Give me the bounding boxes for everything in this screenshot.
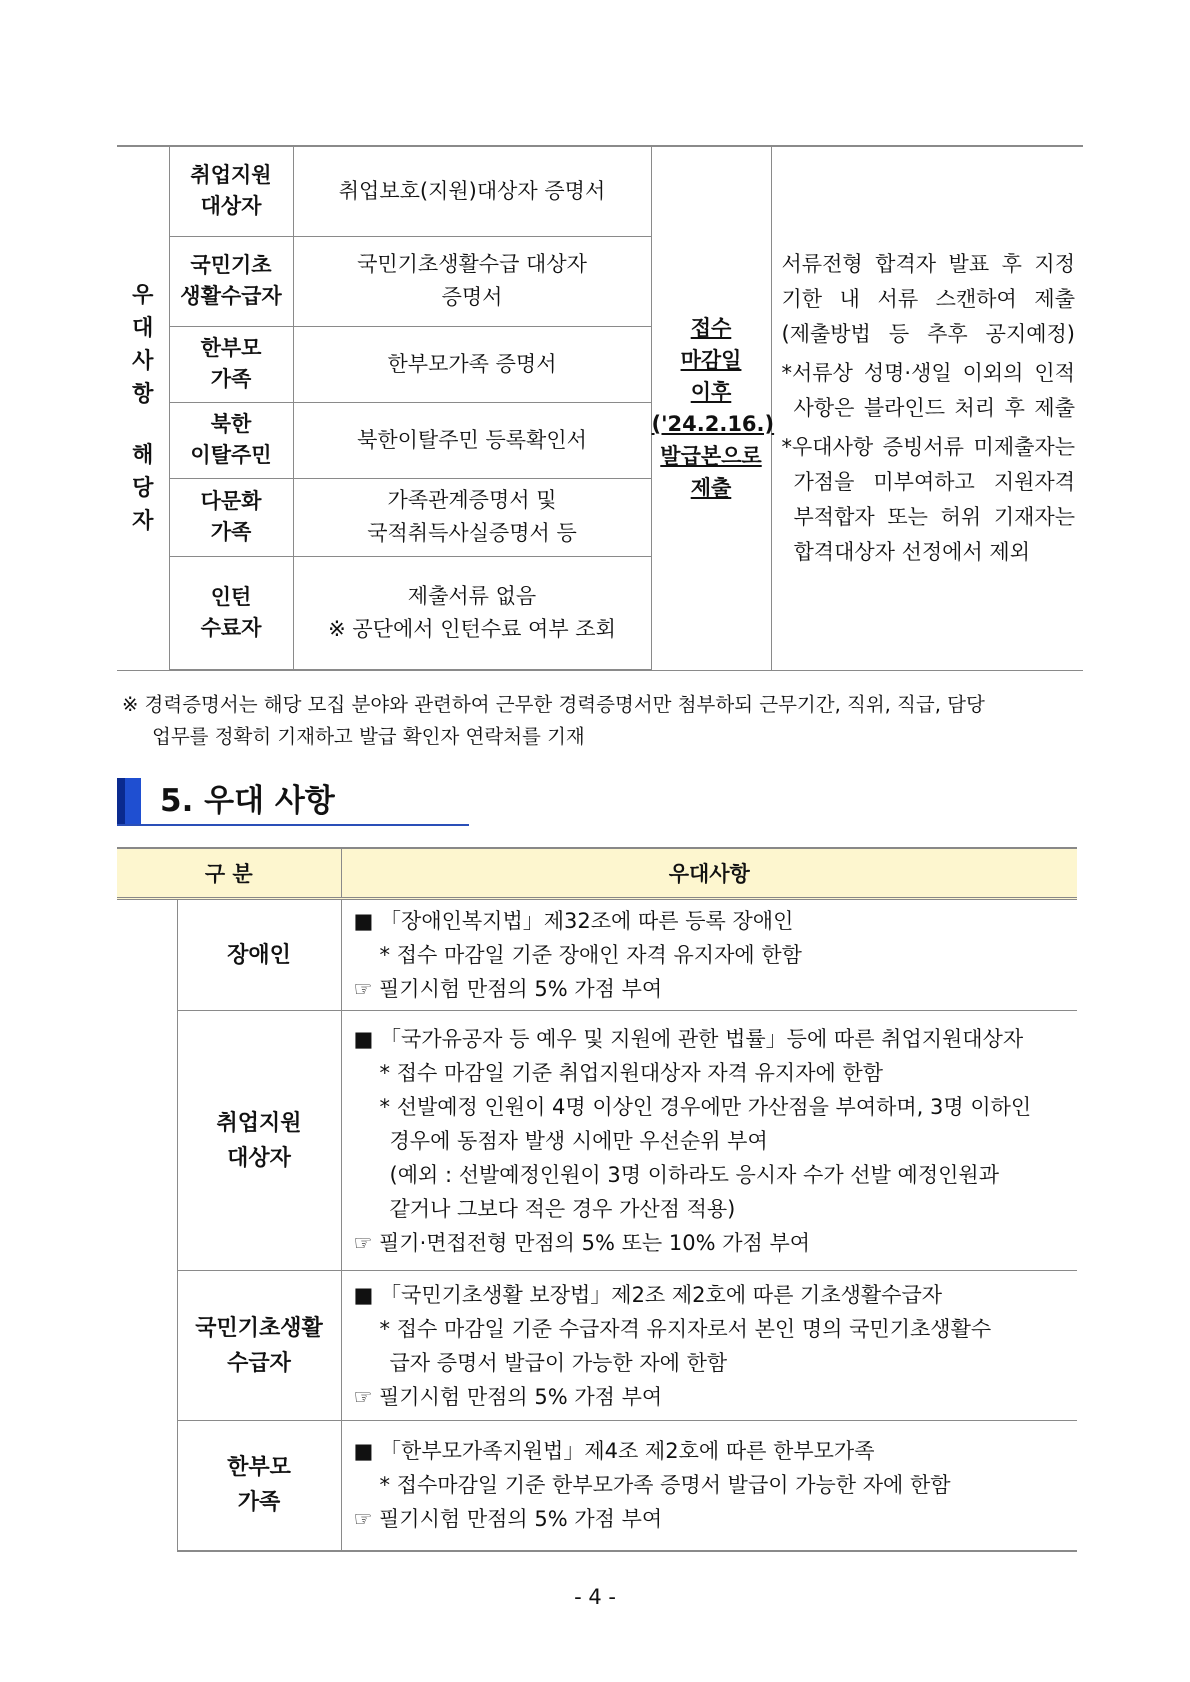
page-number: - 4 - [574,1585,616,1609]
preference-detail-cell: ■ 「국가유공자 등 예우 및 지원에 관한 법률」등에 따른 취업지원대상자 * 접수 마감일 기준 취업지원대상자 자격 유지자에 한함 * 선발예정 인원이 4명 이상인 경우에만 가산점을 부여하며, 3명 이하인 경우에 동점자 발생 시에만 우선순위 부여 (예외 : 선발예정인원이 3명 이하라도 응시자 수가 선발 예정인원과 같거나 그보다 적은 경우 가산점 적용) ☞ 필기·면접전형 만점의 5% 또는 10% 가점 부여 [341,1011,1077,1271]
category-cell: 북한 이탈주민 [169,402,293,478]
submission-notes-cell: 서류전형 합격자 발표 후 지정 기한 내 서류 스캔하여 제출 (제출방법 등 추후 공지예정) *서류상 성명·생일 이외의 인적 사항은 블라인드 처리 후 제출 *우대사항 증빙서류 미제출자는 가점을 미부여하고 지원자격 부적합자 또는 허위 기재자는 합격대상자 선정에서 제외 [771,146,1083,670]
category-cell: 인턴 수료자 [169,556,293,670]
category-cell: 취업지원 대상자 [169,146,293,236]
section-title: 5. 우대 사항 [160,783,335,819]
career-certificate-footnote: ※ 경력증명서는 해당 모집 분야와 관련하여 근무한 경력증명서만 첨부하되 근무기간, 직위, 직급, 담당 업무를 정확히 기재하고 발급 확인자 연락처를 기재 [122,693,985,748]
category-cell: 한부모 가족 [177,1421,341,1551]
deadline-cell: 접수 마감일 이후 ('24.2.16.) 발급본으로 제출 [651,146,771,670]
document-cell: 국민기초생활수급 대상자 증명서 [293,236,651,326]
preference-detail-cell: ■ 「국민기초생활 보장법」제2조 제2호에 따른 기초생활수급자 * 접수 마감일 기준 수급자격 유지자로서 본인 명의 국민기초생활수 급자 증명서 발급이 가능한 자에 한함 ☞ 필기시험 만점의 5% 가점 부여 [341,1271,1077,1421]
category-cell: 국민기초 생활수급자 [169,236,293,326]
header-category: 구 분 [117,848,341,899]
preference-detail-cell: ■ 「장애인복지법」제32조에 따른 등록 장애인 * 접수 마감일 기준 장애인 자격 유지자에 한함 ☞ 필기시험 만점의 5% 가점 부여 [341,899,1077,1011]
document-cell: 가족관계증명서 및 국적취득사실증명서 등 [293,478,651,556]
blank-gutter-cell [117,899,177,1551]
heading-accent-bar-dark [117,778,125,825]
document-cell: 취업보호(지원)대상자 증명서 [293,146,651,236]
category-cell: 국민기초생활 수급자 [177,1271,341,1421]
document-cell: 한부모가족 증명서 [293,326,651,402]
category-cell: 한부모 가족 [169,326,293,402]
preference-detail-cell: ■ 「한부모가족지원법」제4조 제2호에 따른 한부모가족 * 접수마감일 기준 한부모가족 증명서 발급이 가능한 자에 한함 ☞ 필기시험 만점의 5% 가점 부여 [341,1421,1077,1551]
heading-underline [117,824,469,826]
submission-documents-table [117,145,1083,671]
category-cell: 취업지원 대상자 [177,1011,341,1271]
header-preference: 우대사항 [341,848,1077,899]
document-cell: 북한이탈주민 등록확인서 [293,402,651,478]
category-cell: 다문화 가족 [169,478,293,556]
category-cell: 장애인 [177,899,341,1011]
section-label-vertical: 우 대 사 항 해 당 자 [117,146,169,670]
preference-table [117,847,1077,1552]
document-cell: 제출서류 없음 ※ 공단에서 인턴수료 여부 조회 [293,556,651,670]
